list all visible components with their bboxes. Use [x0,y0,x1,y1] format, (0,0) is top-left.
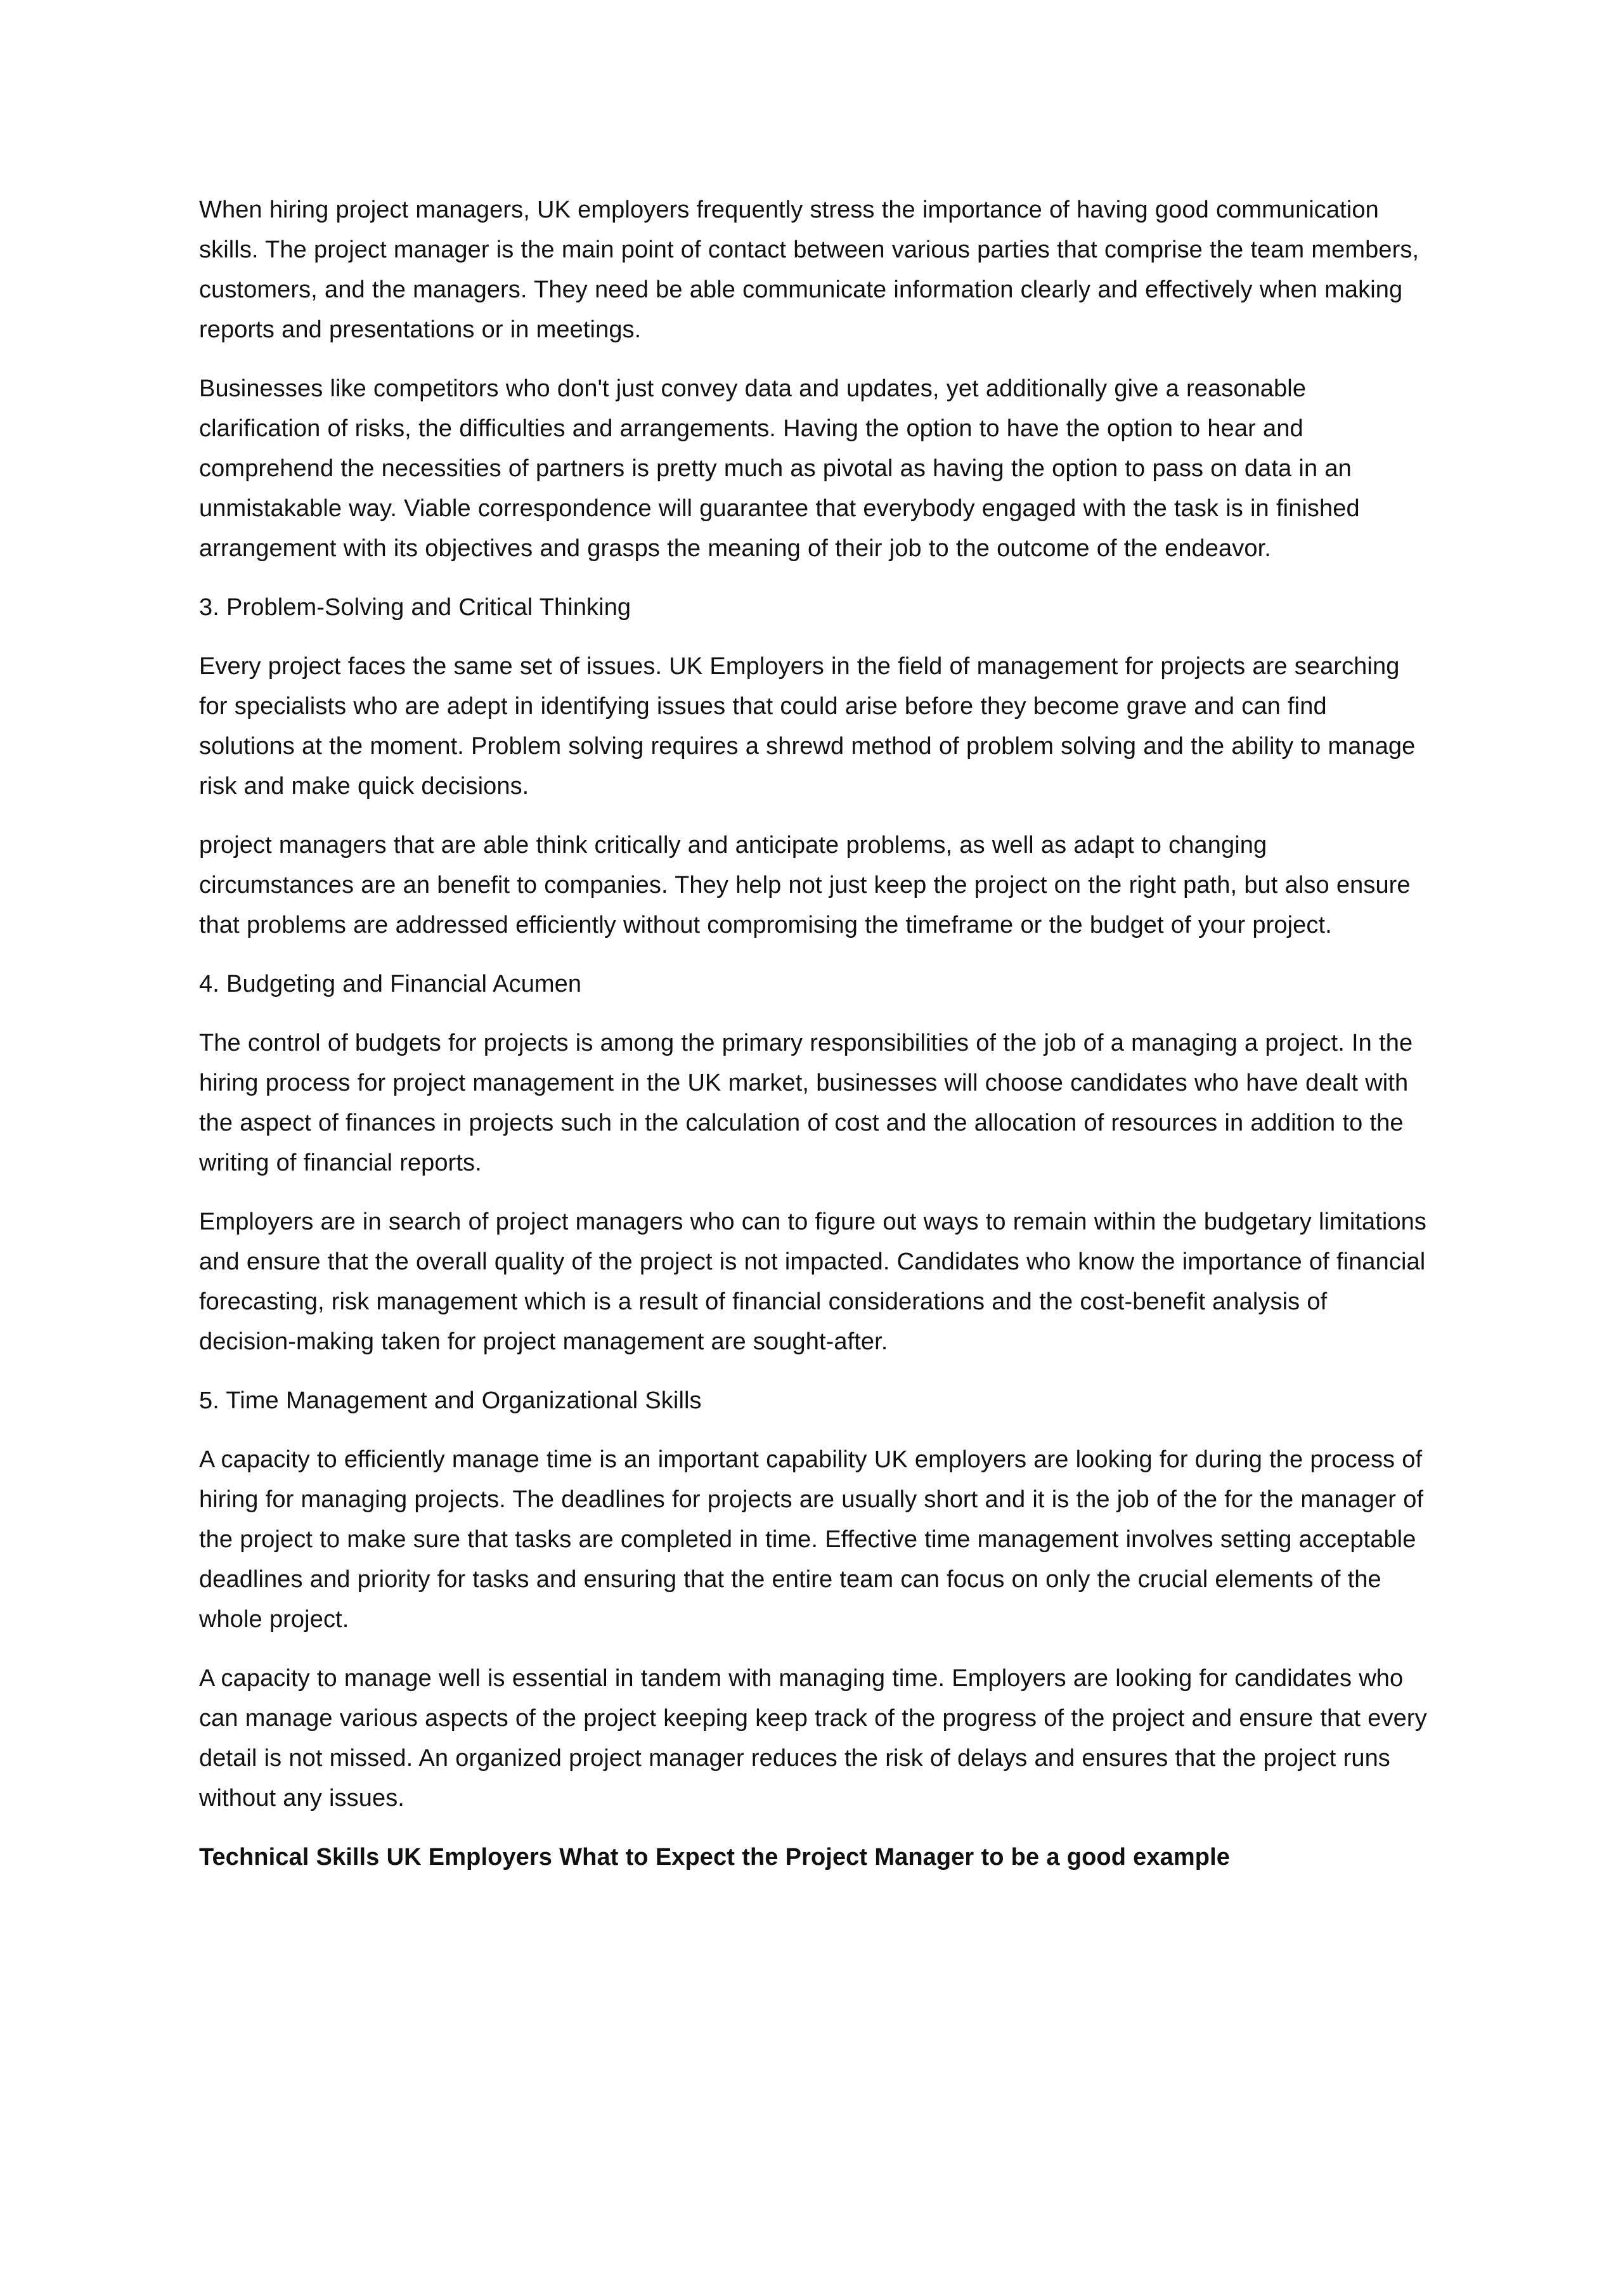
paragraph-time-management-2: A capacity to manage well is essential in tandem with managing time. Employers are looking for candidates who can manage various aspects of the project keeping keep track of the progress of the project and ensure that every detail is not missed. An organized project manager reduces the risk of delays and ensures that the project runs without any issues. [199,1665,1427,1812]
section-heading-time-management: 5. Time Management and Organizational Skills [199,1387,702,1414]
paragraph-problem-solving-2: project managers that are able think critically and anticipate problems, as well as adapt to changing circumstances are an benefit to companies. They help not just keep the project on the right path, but also ensure that problems are addressed efficiently without compromising the timeframe or the budget of your project. [199,832,1411,938]
paragraph-budgeting-2: Employers are in search of project managers who can to figure out ways to remain within the budgetary limitations and ensure that the overall quality of the project is not impacted. Candidates who know the importance of financial forecasting, risk management which is a result of financial considerations and the cost-benefit analysis of decision-making taken for project management are sought-after. [199,1209,1427,1355]
paragraph-communication-1: When hiring project managers, UK employers frequently stress the importance of having good communication skills. The project manager is the main point of contact between various parties that comprise the team members, customers, and the managers. They need be able communicate information clearly and effectively when making reports and presentations or in meetings. [199,197,1419,343]
paragraph-communication-2: Businesses like competitors who don't just convey data and updates, yet additionally give a reasonable clarification of risks, the difficulties and arrangements. Having the option to have the option to hear and comprehend the necessities of partners is pretty much as pivotal as having the option to pass on data in an unmistakable way. Viable correspondence will guarantee that everybody engaged with the task is in finished arrangement with its objectives and grasps the meaning of their job to the outcome of the endeavor. [199,375,1360,562]
paragraph-problem-solving-1: Every project faces the same set of issues. UK Employers in the field of management for projects are searching for specialists who are adept in identifying issues that could arise before they become grave and can find solutions at the moment. Problem solving requires a shrewd method of problem solving and the ability to manage risk and make quick decisions. [199,653,1416,800]
section-heading-technical-skills: Technical Skills UK Employers What to Expect the Project Manager to be a good example [199,1844,1230,1871]
paragraph-budgeting-1: The control of budgets for projects is among the primary responsibilities of the job of a managing a project. In the hiring process for project management in the UK market, businesses will choose candidates who have dealt with the aspect of finances in projects such in the calculation of cost and the allocation of resources in addition to the writing of financial reports. [199,1030,1413,1176]
section-heading-budgeting: 4. Budgeting and Financial Acumen [199,971,582,997]
section-heading-problem-solving: 3. Problem-Solving and Critical Thinking [199,594,631,621]
paragraph-time-management-1: A capacity to efficiently manage time is an important capability UK employers are looking for during the process of hiring for managing projects. The deadlines for projects are usually short and it is the job of the for the manager of the project to make sure that tasks are completed in time. Effective time management involves setting acceptable deadlines and priority for tasks and ensuring that the entire team can focus on only the crucial elements of the whole project. [199,1446,1424,1633]
